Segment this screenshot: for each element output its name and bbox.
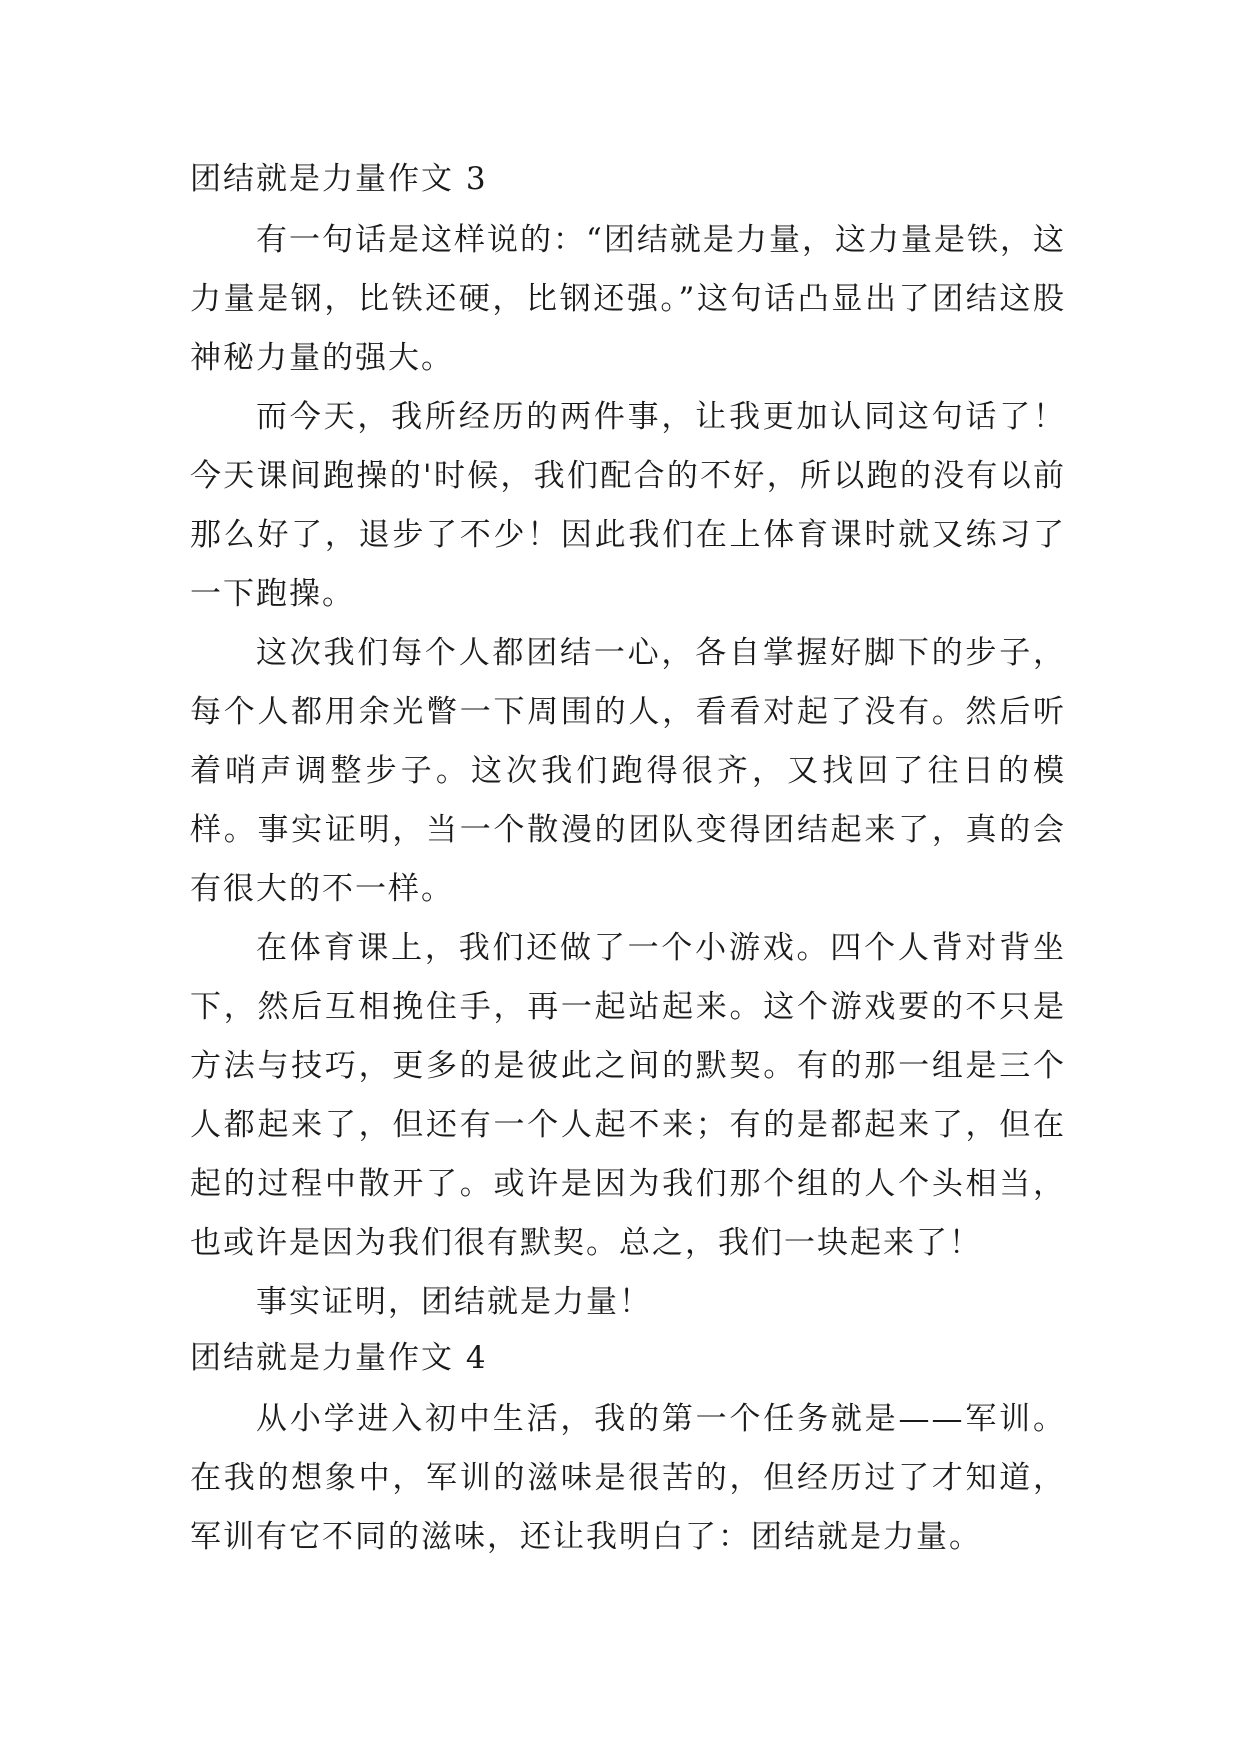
- section-title: 团结就是力量作文 3: [190, 161, 488, 197]
- paragraph: 事实证明，团结就是力量！: [256, 1284, 652, 1320]
- paragraph: 在体育课上，我们还做了一个小游戏。四个人背对背坐下，然后互相挽住手，再一起站起来。这个游戏要的不只是方法与技巧，更多的是彼此之间的默契。有的那一组是三个人都起来了，但还有一个人起不来；有的是都起来了，但在起的过程中散开了。或许是因为我们那个组的人个头相当，也或许是因为我们很有默契。总之，我们一块起来了！: [190, 930, 1066, 1261]
- section-title: 团结就是力量作文 4: [190, 1340, 488, 1376]
- paragraph: 而今天，我所经历的两件事，让我更加认同这句话了！今天课间跑操的'时候，我们配合的不好，所以跑的没有以前那么好了，退步了不少！因此我们在上体育课时就又练习了一下跑操。: [190, 399, 1066, 612]
- essay-section-3: [190, 153, 1066, 1332]
- document-body: [190, 153, 1066, 1567]
- paragraph: 这次我们每个人都团结一心，各自掌握好脚下的步子，每个人都用余光瞥一下周围的人，看看对起了没有。然后听着哨声调整步子。这次我们跑得很齐，又找回了往日的模样。事实证明，当一个散漫的团队变得团结起来了，真的会有很大的不一样。: [190, 635, 1066, 907]
- essay-section-4: [190, 1332, 1066, 1567]
- paragraph: 有一句话是这样说的：“团结就是力量，这力量是铁，这力量是钢，比铁还硬，比钢还强。”这句话凸显出了团结这股神秘力量的强大。: [190, 222, 1066, 376]
- paragraph: 从小学进入初中生活，我的第一个任务就是——军训。在我的想象中，军训的滋味是很苦的，但经历过了才知道，军训有它不同的滋味，还让我明白了：团结就是力量。: [190, 1401, 1066, 1555]
